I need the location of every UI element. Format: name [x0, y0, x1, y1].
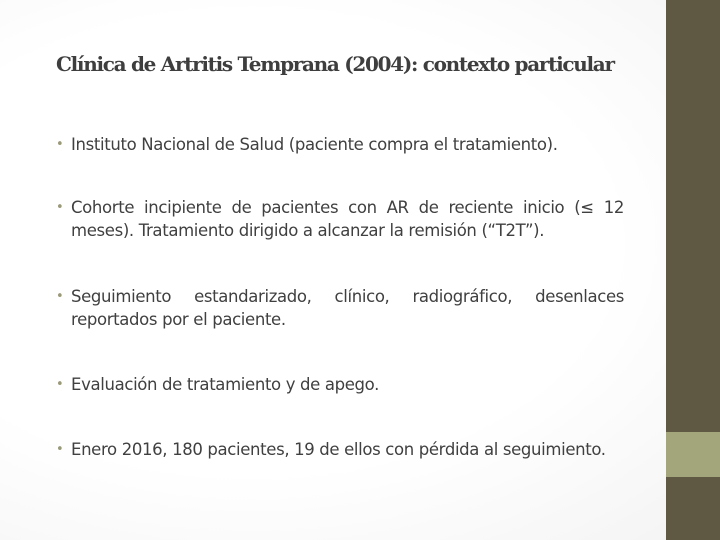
bullet-marker: •: [56, 377, 64, 392]
bullet-text: Seguimiento estandarizado, clínico, radiográfico, desenlaces reportados por el paciente.: [71, 287, 624, 329]
slide-title: Clínica de Artritis Temprana (2004): contexto particular: [56, 52, 614, 76]
bullet-text: Instituto Nacional de Salud (paciente compra el tratamiento).: [71, 135, 558, 154]
side-decoration-accent: [666, 432, 720, 477]
bullet-text: Evaluación de tratamiento y de apego.: [71, 375, 379, 394]
bullet-item-cohort: [56, 196, 624, 242]
bullet-marker: •: [56, 137, 64, 152]
bullet-item-institute: [56, 133, 624, 156]
bullet-marker: •: [56, 200, 64, 215]
bullet-marker: •: [56, 289, 64, 304]
bullet-item-followup: [56, 285, 624, 331]
bullet-item-january-2016: [56, 438, 624, 461]
bullet-text: Cohorte incipiente de pacientes con AR de reciente inicio (≤ 12 meses). Tratamiento dirigido a alcanzar la remisión (“T2T”).: [71, 198, 624, 240]
bullet-text: Enero 2016, 180 pacientes, 19 de ellos con pérdida al seguimiento.: [71, 440, 606, 459]
bullet-item-evaluation: [56, 373, 624, 396]
bullet-marker: •: [56, 442, 64, 457]
